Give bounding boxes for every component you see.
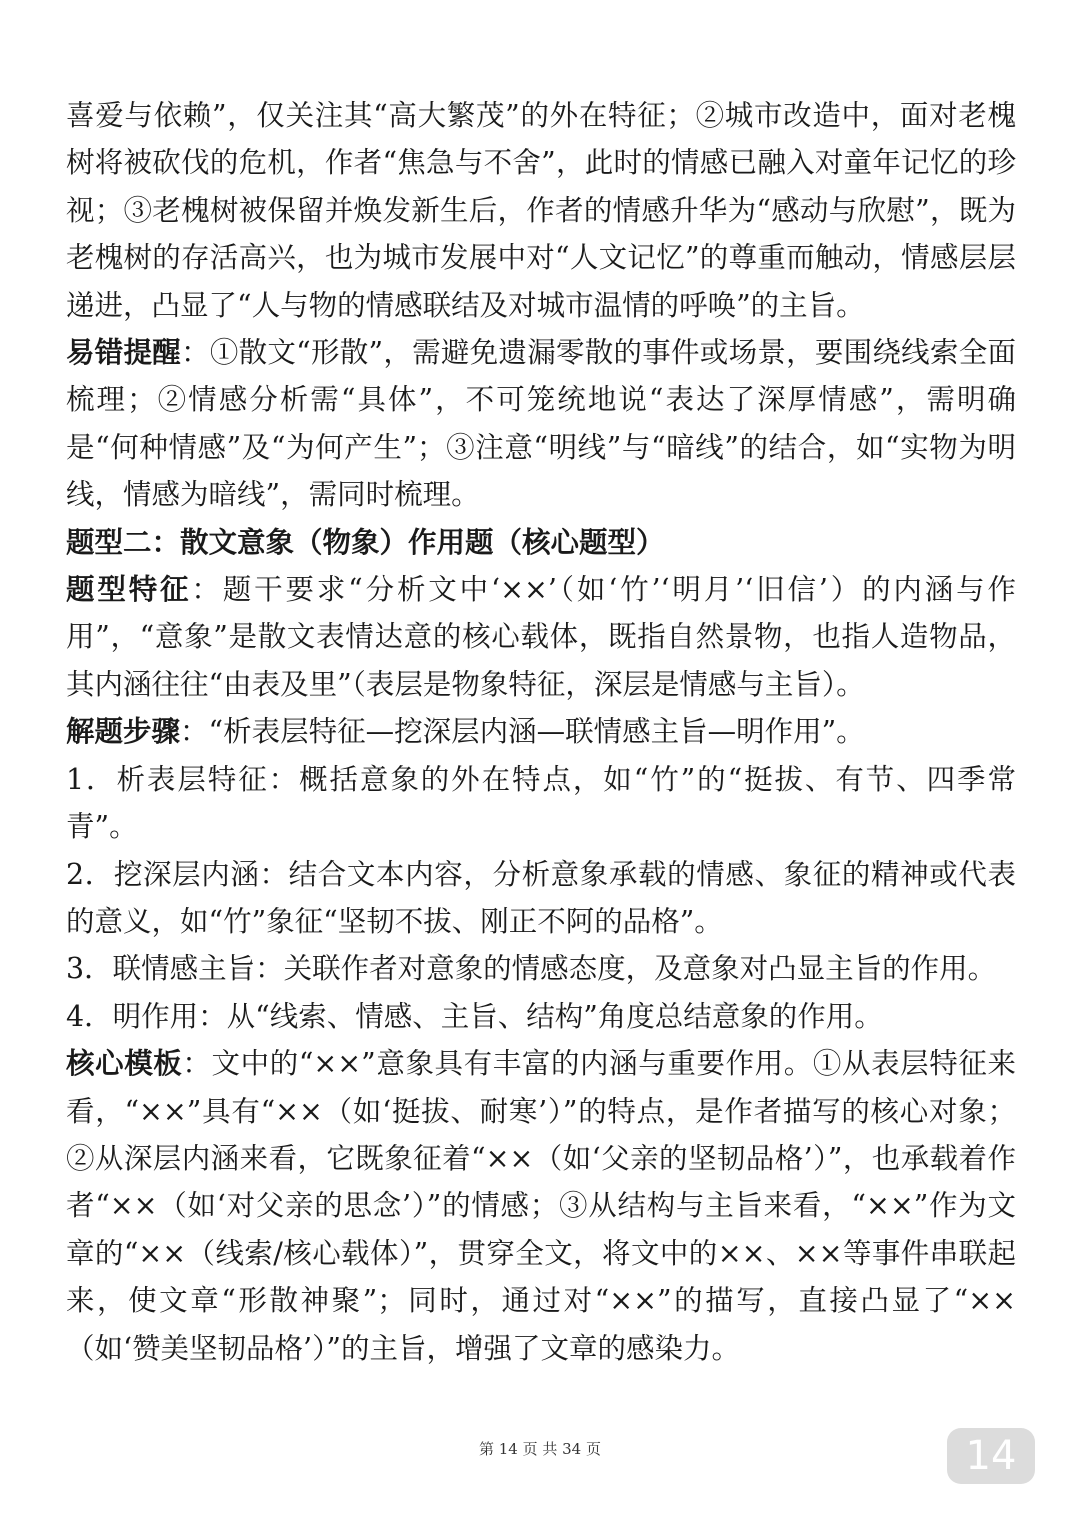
text-core-template: ：文中的“××”意象具有丰富的内涵与重要作用。①从表层特征来看，“××”具有“××（如‘挺拔、耐寒’）”的特点，是作者描写的核心对象；②从深层内涵来看，它既象征着“××（如‘父亲的坚韧品格’）”，也承载着作者“××（如‘对父亲的思念’）”的情感；③从结构与主旨来看，“××”作为文章的“××（线索/核心载体）”，贯穿全文，将文中的××、××等事件串联起来，使文章“形散神聚”；同时，通过对“××”的描写，直接凸显了“××（如‘赞美坚韧品格’）”的主旨，增强了文章的感染力。	[66, 1047, 1016, 1365]
text-question-features: ：题干要求“分析文中‘××’（如‘竹’‘明月’‘旧信’）的内涵与作用”，“意象”是散文表情达意的核心载体，既指自然景物，也指人造物品，其内涵往往“由表及里”（表层是物象特征，深层是情感与主旨）。	[66, 573, 1016, 701]
document-body	[66, 92, 1016, 1372]
step-item-2: 2．挖深层内涵：结合文本内容，分析意象承载的情感、象征的精神或代表的意义，如“竹”象征“坚韧不拔、刚正不阿的品格”。	[66, 857, 1016, 938]
label-solving-steps: 解题步骤	[66, 714, 181, 749]
paragraph-common-mistakes	[66, 329, 1016, 519]
text-common-mistakes: ：①散文“形散”，需避免遗漏零散的事件或场景，要围绕线索全面梳理；②情感分析需“具体”，不可笼统地说“表达了深厚情感”，需明确是“何种情感”及“为何产生”；③注意“明线”与“暗线”的结合，如“实物为明线，情感为暗线”，需同时梳理。	[66, 336, 1016, 512]
step-item-4: 4．明作用：从“线索、情感、主旨、结构”角度总结意象的作用。	[66, 999, 883, 1033]
paragraph-question-features	[66, 566, 1016, 708]
paragraph-solving-steps	[66, 708, 1016, 755]
label-common-mistakes: 易错提醒	[66, 335, 182, 370]
page-number-badge: 14	[947, 1428, 1035, 1484]
text-solving-steps: ：“析表层特征—挖深层内涵—联情感主旨—明作用”。	[180, 715, 865, 749]
step-item-1: 1．析表层特征：概括意象的外在特点，如“竹”的“挺拔、有节、四季常青”。	[66, 762, 1016, 844]
step-item-3: 3．联情感主旨：关联作者对意象的情感态度，及意象对凸显主旨的作用。	[66, 952, 997, 986]
section-title: 题型二：散文意象（物象）作用题（核心题型）	[66, 524, 665, 559]
paragraph-emotion-analysis: 喜爱与依赖”，仅关注其“高大繁茂”的外在特征；②城市改造中，面对老槐树将被砍伐的危机，作者“焦急与不舍”，此时的情感已融入对童年记忆的珍视；③老槐树被保留并焕发新生后，作者的情感升华为“感动与欣慰”，既为老槐树的存活高兴，也为城市发展中对“人文记忆”的尊重而触动，情感层层递进，凸显了“人与物的情感联结及对城市温情的呼唤”的主旨。	[66, 99, 1016, 322]
page-footer: 第 14 页 共 34 页	[478, 1440, 601, 1458]
label-question-features: 题型特征	[66, 572, 192, 607]
label-core-template: 核心模板	[66, 1046, 183, 1081]
paragraph-core-template	[66, 1040, 1016, 1372]
